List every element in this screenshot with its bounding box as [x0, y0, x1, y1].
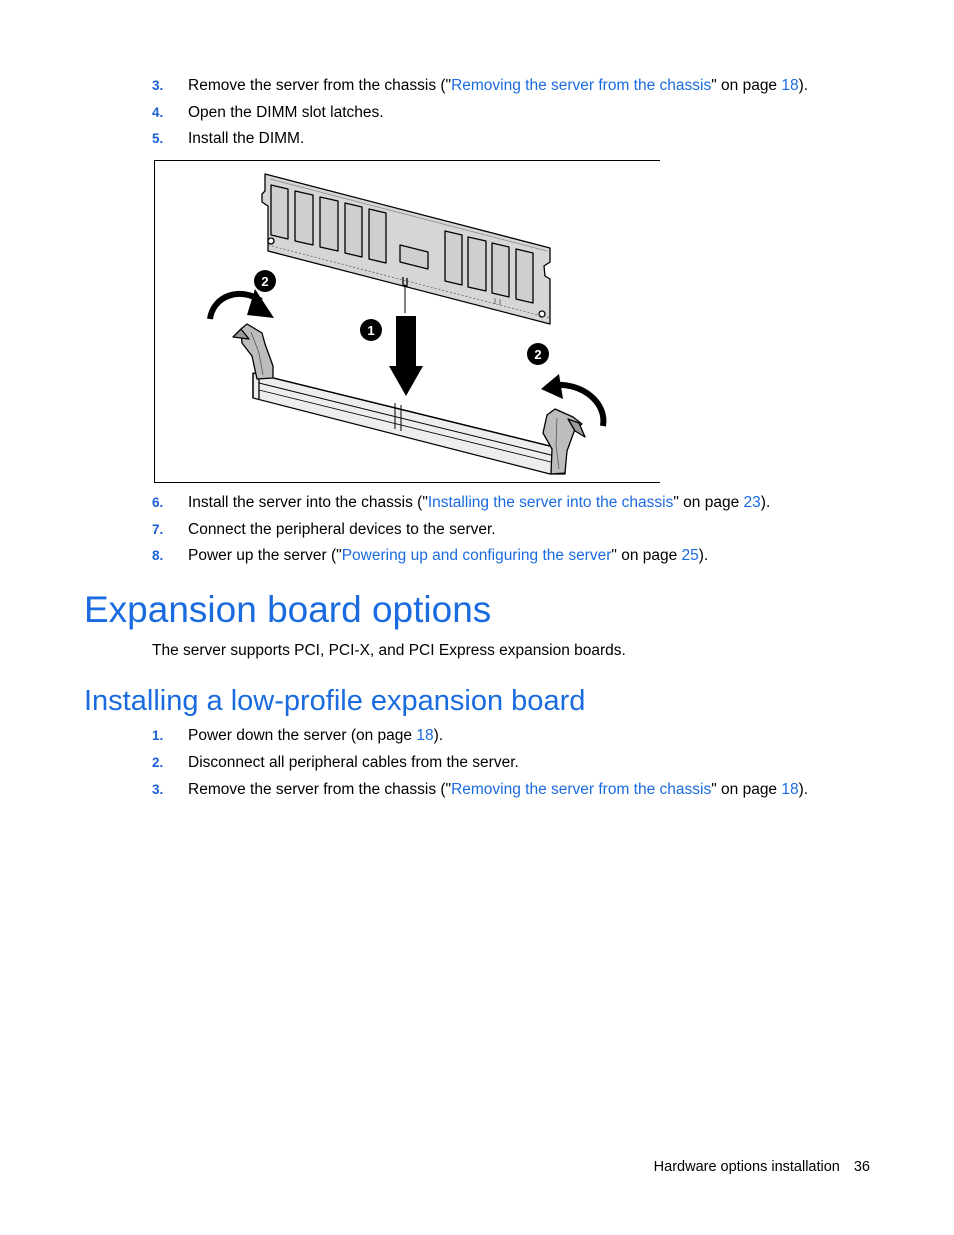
- step-text-part: " on page: [611, 547, 682, 564]
- step-text-part: " on page: [711, 781, 782, 798]
- step-text-part: Install the server into the chassis (": [188, 494, 428, 511]
- callout-1: [360, 319, 382, 341]
- step-text: Connect the peripheral devices to the server.: [188, 521, 496, 538]
- callout-label: 2: [261, 274, 269, 289]
- step-text-part: " on page: [711, 77, 782, 94]
- step-text: Install the DIMM.: [188, 130, 305, 147]
- step-text: Open the DIMM slot latches.: [188, 104, 384, 121]
- callout-2-left: [254, 270, 276, 292]
- callout-label: 1: [367, 323, 375, 338]
- step-number: 8.: [152, 548, 164, 563]
- step-text-part: Power down the server (on page: [188, 727, 417, 744]
- dimm-installation-figure: [154, 160, 660, 483]
- footer-section-title: Hardware options installation: [653, 1159, 840, 1175]
- page-link[interactable]: 18: [781, 781, 799, 798]
- dimm-illustration: [155, 161, 661, 484]
- down-arrow-icon: [389, 316, 423, 396]
- page-link[interactable]: 23: [743, 494, 761, 511]
- cross-reference-link[interactable]: Removing the server from the chassis: [451, 77, 712, 94]
- cross-reference-link[interactable]: Removing the server from the chassis: [451, 781, 712, 798]
- step-text: [188, 780, 808, 800]
- page-link[interactable]: 18: [416, 727, 434, 744]
- step-number: 3.: [152, 78, 164, 93]
- step-text-part: ).: [798, 77, 809, 94]
- step-number: 2.: [152, 755, 164, 770]
- step-number: 3.: [152, 782, 164, 797]
- step-text: [188, 493, 770, 513]
- step-text-part: ).: [698, 547, 709, 564]
- step-number: 1.: [152, 728, 164, 743]
- step-text: [188, 726, 443, 746]
- step-text-part: ).: [433, 727, 444, 744]
- section-heading: Expansion board options: [84, 589, 492, 630]
- callout-label: 2: [534, 347, 542, 362]
- step-text-part: Power up the server (": [188, 547, 342, 564]
- step-text-part: ).: [760, 494, 771, 511]
- page-number: 36: [853, 1159, 870, 1175]
- step-text: [188, 546, 708, 566]
- page-link[interactable]: 18: [781, 77, 799, 94]
- section-intro: The server supports PCI, PCI-X, and PCI Express expansion boards.: [152, 642, 626, 659]
- step-number: 6.: [152, 495, 164, 510]
- page-footer: [654, 1159, 870, 1175]
- step-text-part: " on page: [673, 494, 744, 511]
- step-text-part: Remove the server from the chassis (": [188, 77, 452, 94]
- page-link[interactable]: 25: [681, 547, 699, 564]
- step-text: Disconnect all peripheral cables from the server.: [188, 754, 519, 771]
- step-text-part: Remove the server from the chassis (": [188, 781, 452, 798]
- step-number: 5.: [152, 131, 164, 146]
- callout-2-right: [527, 343, 549, 365]
- step-text: [188, 76, 808, 96]
- left-latch: [241, 324, 273, 379]
- step-number: 7.: [152, 522, 164, 537]
- cross-reference-link[interactable]: Installing the server into the chassis: [427, 494, 674, 511]
- step-text-part: ).: [798, 781, 809, 798]
- subsection-heading: Installing a low-profile expansion board: [84, 685, 586, 717]
- step-number: 4.: [152, 105, 164, 120]
- cross-reference-link[interactable]: Powering up and configuring the server: [341, 547, 612, 564]
